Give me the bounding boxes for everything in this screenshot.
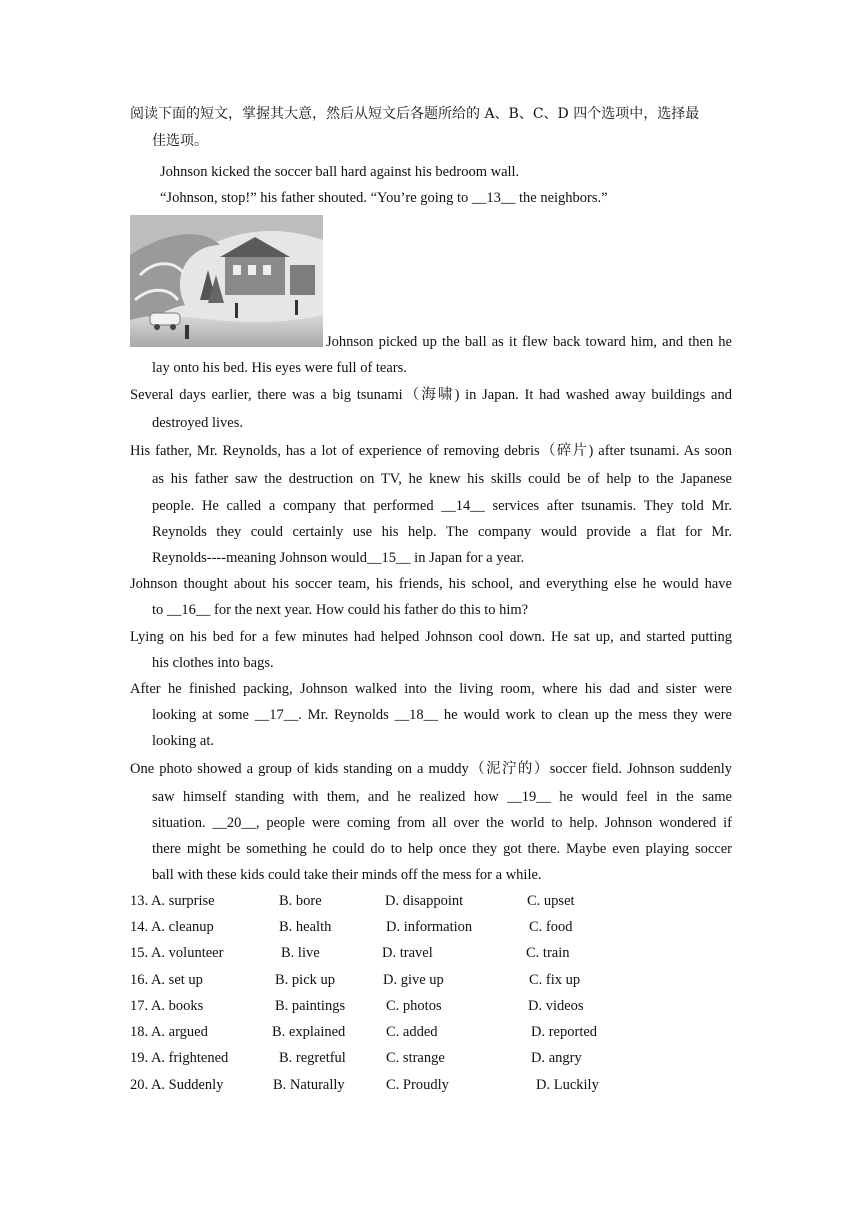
paragraph-9-line-3: situation. __20__, people were coming from all over the world to help. Johnson wondered if bbox=[152, 815, 732, 831]
paragraph-8-line-2: looking at some __17__. Mr. Reynolds __18__ he would work to clean up the mess they were bbox=[152, 707, 732, 723]
paragraph-8-line-3: looking at. bbox=[152, 733, 215, 749]
question-14-option-a: 14. A. cleanup bbox=[130, 919, 214, 935]
paragraph-5-line-1: His father, Mr. Reynolds, has a lot of experience of removing debris（碎片) after tsunami. As soon bbox=[130, 443, 732, 459]
question-19-option-c: C. strange bbox=[386, 1050, 445, 1066]
paragraph-6-line-1: Johnson thought about his soccer team, his friends, his school, and everything else he would have bbox=[130, 576, 732, 592]
question-17-option-a: 17. A. books bbox=[130, 998, 204, 1014]
question-20-option-a: 20. A. Suddenly bbox=[130, 1077, 224, 1093]
paragraph-9-line-5: ball with these kids could take their minds off the mess for a while. bbox=[152, 867, 542, 883]
paragraph-2: “Johnson, stop!” his father shouted. “You’re going to __13__ the neighbors.” bbox=[160, 190, 608, 206]
question-16-option-b: B. pick up bbox=[275, 972, 336, 988]
question-17-option-c: C. photos bbox=[386, 998, 442, 1014]
question-19-option-a: 19. A. frightened bbox=[130, 1050, 229, 1066]
instruction-line-2: 佳选项。 bbox=[152, 133, 208, 149]
paragraph-9-line-2: saw himself standing with them, and he realized how __19__ he would feel in the same bbox=[152, 789, 732, 805]
paragraph-5-line-5: Reynolds----meaning Johnson would__15__ in Japan for a year. bbox=[152, 550, 525, 566]
question-18-option-d: D. reported bbox=[531, 1024, 598, 1040]
question-14-option-c: D. information bbox=[386, 919, 473, 935]
paragraph-9-line-1: One photo showed a group of kids standing on a muddy（泥泞的）soccer field. Johnson suddenly bbox=[130, 761, 732, 777]
question-20-option-d: D. Luckily bbox=[536, 1077, 599, 1093]
paragraph-4-line-1: Several days earlier, there was a big tsunami（海啸) in Japan. It had washed away buildings and bbox=[130, 387, 732, 403]
paragraph-7-line-2: his clothes into bags. bbox=[152, 655, 274, 671]
question-13-option-d: C. upset bbox=[527, 893, 575, 909]
question-20-option-c: C. Proudly bbox=[386, 1077, 449, 1093]
question-19-option-b: B. regretful bbox=[279, 1050, 346, 1066]
paragraph-1: Johnson kicked the soccer ball hard against his bedroom wall. bbox=[160, 164, 520, 180]
paragraph-5-line-3: people. He called a company that performed __14__ services after tsunamis. They told Mr. bbox=[152, 498, 732, 514]
paragraph-4-line-2: destroyed lives. bbox=[152, 415, 244, 431]
question-13-option-a: 13. A. surprise bbox=[130, 893, 215, 909]
question-19-option-d: D. angry bbox=[531, 1050, 582, 1066]
paragraph-3-line-2: lay onto his bed. His eyes were full of tears. bbox=[152, 360, 407, 376]
question-14-option-b: B. health bbox=[279, 919, 332, 935]
question-17-option-b: B. paintings bbox=[275, 998, 346, 1014]
question-15-option-d: C. train bbox=[526, 945, 570, 961]
question-13-option-b: B. bore bbox=[279, 893, 322, 909]
question-16-option-c: D. give up bbox=[383, 972, 444, 988]
question-14-option-d: C. food bbox=[529, 919, 573, 935]
question-18-option-b: B. explained bbox=[272, 1024, 346, 1040]
question-15-option-c: D. travel bbox=[382, 945, 433, 961]
paragraph-7-line-1: Lying on his bed for a few minutes had helped Johnson cool down. He sat up, and started putting bbox=[130, 629, 732, 645]
question-18-option-c: C. added bbox=[386, 1024, 438, 1040]
question-13-option-c: D. disappoint bbox=[385, 893, 464, 909]
question-16-option-a: 16. A. set up bbox=[130, 972, 203, 988]
paragraph-6-line-2: to __16__ for the next year. How could his father do this to him? bbox=[152, 602, 529, 618]
paragraph-8-line-1: After he finished packing, Johnson walked into the living room, where his dad and sister were bbox=[130, 681, 732, 697]
tsunami-illustration bbox=[130, 215, 323, 347]
question-15-option-a: 15. A. volunteer bbox=[130, 945, 224, 961]
instruction-line-1: 阅读下面的短文，掌握其大意，然后从短文后各题所给的 A、B、C、D 四个选项中，选择最 bbox=[130, 106, 700, 122]
paragraph-3-line-1: Johnson picked up the ball as it flew back toward him, and then he bbox=[326, 334, 732, 350]
question-16-option-d: C. fix up bbox=[529, 972, 581, 988]
paragraph-5-line-4: Reynolds they could certainly use his help. The company would provide a flat for Mr. bbox=[152, 524, 732, 540]
paragraph-5-line-2: as his father saw the destruction on TV, he knew his skills could be of help to the Japanese bbox=[152, 471, 732, 487]
question-15-option-b: B. live bbox=[281, 945, 320, 961]
question-17-option-d: D. videos bbox=[528, 998, 584, 1014]
question-20-option-b: B. Naturally bbox=[273, 1077, 345, 1093]
paragraph-9-line-4: there might be something he could do to help once they got there. Maybe even playing soccer bbox=[152, 841, 732, 857]
question-18-option-a: 18. A. argued bbox=[130, 1024, 208, 1040]
